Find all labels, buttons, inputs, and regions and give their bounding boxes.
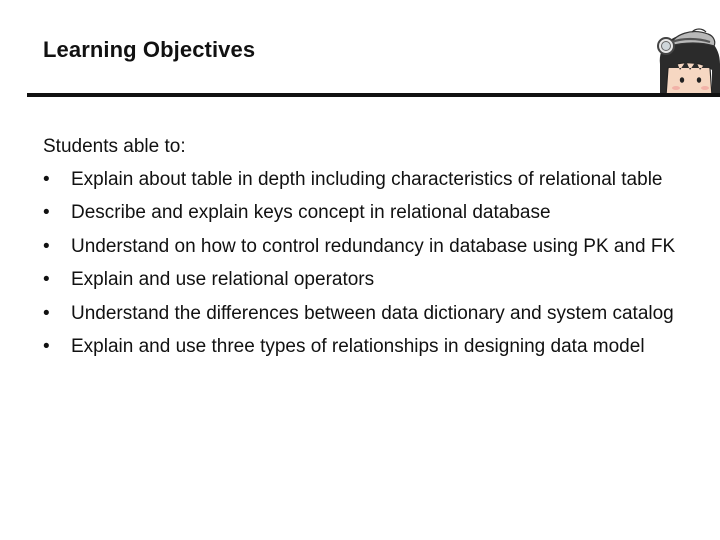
list-item xyxy=(43,198,693,228)
bullet-icon: • xyxy=(43,202,50,223)
bullet-icon: • xyxy=(43,302,50,324)
bullet-icon: • xyxy=(43,269,50,290)
list-item xyxy=(43,332,693,362)
objective-text: Explain and use three types of relationships in designing data model xyxy=(71,336,645,357)
title-divider xyxy=(27,93,720,97)
bullet-icon: • xyxy=(43,235,50,257)
bullet-icon: • xyxy=(43,336,50,357)
slide-title: Learning Objectives xyxy=(43,37,256,62)
objective-text: Understand the differences between data dictionary and system catalog xyxy=(71,302,674,324)
bullet-icon: • xyxy=(43,168,50,190)
slide-body xyxy=(43,132,693,366)
list-item xyxy=(43,299,693,329)
list-item xyxy=(43,265,693,295)
intro-text: Students able to: xyxy=(43,136,186,157)
objective-text: Describe and explain keys concept in relational database xyxy=(71,202,551,223)
objective-text: Understand on how to control redundancy in database using PK and FK xyxy=(71,235,676,257)
list-item xyxy=(43,165,693,195)
list-item xyxy=(43,232,693,262)
girl-with-goggles-cap-icon xyxy=(652,24,720,96)
objectives-list xyxy=(43,165,693,362)
objective-text: Explain and use relational operators xyxy=(71,269,375,290)
objective-text: Explain about table in depth including characteristics of relational table xyxy=(71,168,663,190)
